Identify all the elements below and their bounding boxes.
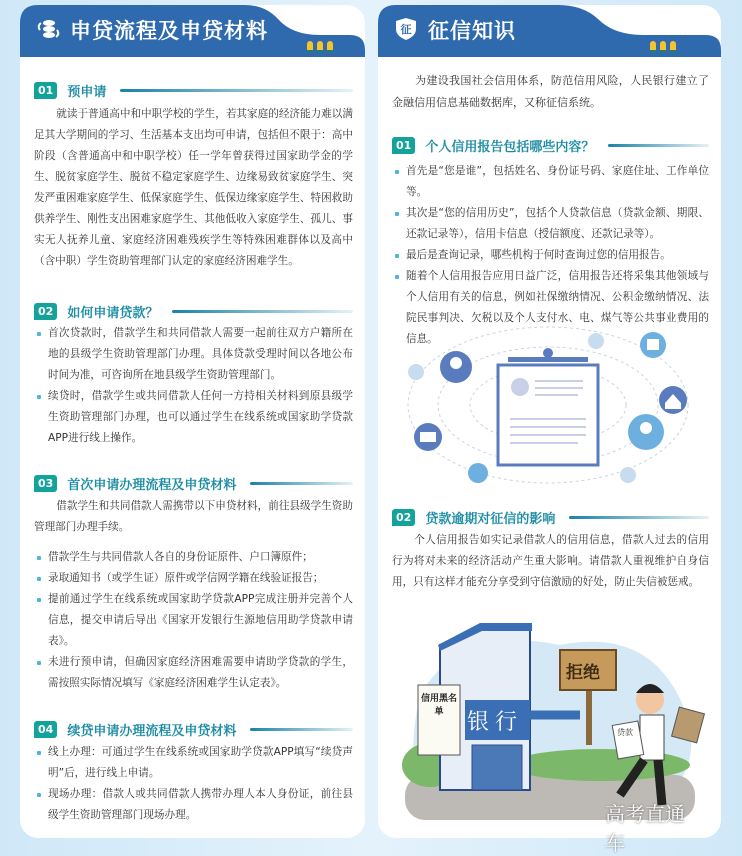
blacklist-paper: 信用黑名单 — [420, 694, 457, 717]
bullet-item: 未进行预申请，但确因家庭经济困难需要申请助学贷款的学生，需按照实际情况填写《家庭经济困难学生认定表》。 — [34, 652, 353, 694]
section-paragraph: 借款学生和共同借款人需携带以下申贷材料，前往县级学生资助管理部门办理手续。 — [34, 500, 353, 533]
card-header — [20, 5, 365, 57]
section-badge: 02 — [34, 303, 57, 320]
decor-bulbs — [650, 41, 676, 53]
bullet-item: 其次是“您的信用历史”，包括个人贷款信息（贷款金额、期限、还款记录等），信用卡信息（授信额度、还款记录等）。 — [392, 203, 709, 245]
section-badge: 01 — [392, 137, 415, 154]
credit-report-illustration — [398, 315, 698, 495]
card-header — [378, 5, 721, 57]
divider — [250, 728, 353, 731]
coins-icon — [36, 17, 60, 41]
bullet-item: 提前通过学生在线系统或国家助学贷款APP完成注册并完善个人信息，提交申请后导出《国家开发银行生源地信用助学贷款申请表》。 — [34, 589, 353, 652]
section-badge: 02 — [392, 509, 415, 526]
bullet-item: 借款学生与共同借款人各自的身份证原件、户口簿原件； — [34, 547, 353, 568]
section-badge: 04 — [34, 721, 57, 738]
bank-rejection-cartoon — [400, 605, 700, 855]
bullet-item: 随着个人信用报告应用日益广泛，信用报告还将采集其他领域与个人信用有关的信息，例如社保缴纳情况、公积金缴纳情况、法院民事判决、欠税以及个人支付水、电、煤气等公共事业费用的信息。 — [392, 266, 709, 350]
section-pre-apply — [34, 80, 353, 272]
section-badge: 01 — [34, 82, 57, 99]
bullet-item: 录取通知书（或学生证）原件或学信网学籍在线验证报告； — [34, 568, 353, 589]
loan-paper: 贷款 — [617, 728, 633, 737]
bullet-item: 最后是查询记录，哪些机构于何时查询过您的信用报告。 — [392, 245, 709, 266]
bullet-item: 首先是“您是谁”，包括姓名、身份证号码、家庭住址、工作单位等。 — [392, 161, 709, 203]
section-first-apply — [34, 473, 353, 694]
bullet-item: 现场办理：借款人或共同借款人携带办理人本人身份证，前往县级学生资助管理部门现场办理。 — [34, 784, 353, 826]
reject-sign: 拒绝 — [566, 663, 600, 683]
divider — [608, 144, 709, 147]
bullet-item: 首次贷款时，借款学生和共同借款人需要一起前往双方户籍所在地的县级学生资助管理部门办理。具体贷款受理时间以各地公布时间为准，可咨询所在地县级学生资助管理部门。 — [34, 323, 353, 386]
loan-process-card — [20, 5, 365, 838]
bullet-item: 线上办理：可通过学生在线系统或国家助学贷款APP填写“续贷声明”后，进行线上申请。 — [34, 742, 353, 784]
divider — [172, 310, 353, 313]
card-title: 征信知识 — [428, 19, 516, 43]
briefcase-icon — [408, 364, 424, 380]
intro-paragraph: 为建设我国社会信用体系，防范信用风险，人民银行建立了金融信用信息基础数据库，又称征信系统。 — [392, 74, 709, 109]
section-title: 续贷申请办理流程及申贷材料 — [67, 723, 237, 739]
decor-bulbs — [307, 41, 333, 53]
section-title: 首次申请办理流程及申贷材料 — [67, 477, 237, 493]
svg-text:征: 征 — [400, 23, 412, 36]
watermark: 高考直通车 — [605, 802, 685, 855]
search-icon — [588, 333, 604, 349]
bank-sign: 银行 — [467, 710, 524, 735]
section-renewal — [34, 719, 353, 826]
section-title: 个人信用报告包括哪些内容？ — [425, 139, 595, 155]
section-badge: 03 — [34, 475, 57, 492]
section-title: 预申请 — [67, 84, 107, 100]
divider — [569, 516, 709, 519]
coin-icon — [620, 467, 636, 483]
gavel-icon — [468, 463, 488, 483]
divider — [250, 482, 353, 485]
divider — [120, 89, 353, 92]
bullet-item: 续贷时，借款学生或共同借款人任何一方持相关材料到原县级学生资助管理部门办理，也可以通过学生在线系统或国家助学贷款APP进行线上操作。 — [34, 386, 353, 449]
section-overdue-impact — [392, 507, 709, 593]
section-title: 贷款逾期对征信的影响 — [425, 511, 556, 527]
shield-icon — [394, 17, 418, 41]
section-paragraph: 个人信用报告如实记录借款人的信用信息，借款人过去的信用行为将对未来的经济活动产生重大影响。请借款人重视维护自身信用，只有这样才能充分享受到守信激励的好处，防止失信被惩戒。 — [392, 534, 709, 588]
section-title: 如何申请贷款？ — [67, 305, 159, 321]
credit-knowledge-card — [378, 5, 721, 855]
card-title: 申贷流程及申贷材料 — [70, 19, 268, 43]
section-paragraph: 就读于普通高中和中职学校的学生，若其家庭的经济能力难以满足其大学期间的学习、生活基本支出均可申请，包括但不限于：高中阶段（含普通高中和中职学校）任一学年曾获得过国家助学金的学生、脱贫家庭学生、脱贫不稳定家庭学生、边缘易致贫家庭学生、突发严重困难家庭学生、低保家庭学生、低保边缘家庭学生、特困救助供养学生、刚性支出困难家庭学生、其他低收入家庭学生、孤儿、事实无人抚养儿童、家庭经济困难残疾学生等特殊困难群体以及高中（含中职）学生资助管理部门认定的家庭经济困难学生。 — [34, 108, 353, 267]
section-how-to-apply — [34, 301, 353, 449]
